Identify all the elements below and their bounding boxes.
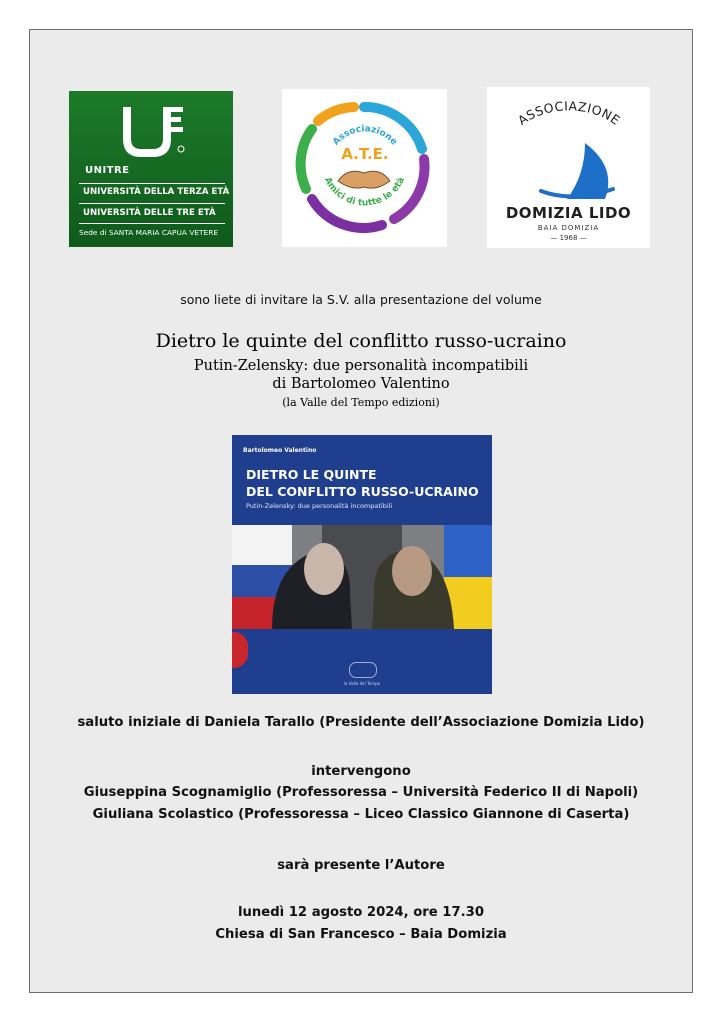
unitre-emblem-icon: [117, 103, 187, 165]
unitre-line-2: UNIVERSITÀ DELLE TRE ETÀ: [83, 208, 216, 218]
speaker-1: Giuseppina Scognamiglio (Professoressa – Università Federico II di Napoli): [83, 785, 639, 800]
invite-text: sono liete di invitare la S.V. alla presentazione del volume: [180, 292, 542, 307]
cover-title-line-1: DIETRO LE QUINTE: [246, 467, 377, 482]
sailboat-icon: [487, 87, 650, 207]
book-author: di Bartolomeo Valentino: [272, 376, 450, 392]
publisher-logo-icon: [349, 662, 377, 678]
cover-photo-image: [232, 525, 492, 629]
speaker-2: Giuliana Scolastico (Professoressa – Liceo Classico Giannone di Caserta): [92, 807, 630, 822]
domizia-location: BAIA DOMIZIA: [537, 224, 600, 232]
ate-logo: [282, 89, 447, 247]
event-date-time: lunedì 12 agosto 2024, ore 17.30: [237, 905, 485, 920]
unitre-name: UNITRE: [85, 165, 130, 176]
svg-text:A.T.E.: A.T.E.: [341, 145, 389, 163]
divider: [79, 223, 225, 224]
cover-author: Bartolomeo Valentino: [243, 447, 317, 454]
domizia-lido-logo: [487, 87, 650, 248]
ate-emblem-icon: [282, 89, 447, 247]
book-cover-image: [232, 435, 492, 694]
unitre-line-3: Sede di SANTA MARIA CAPUA VETERE: [79, 228, 219, 237]
divider: [79, 183, 225, 184]
cover-title-line-2: DEL CONFLITTO RUSSO-UCRAINO: [246, 484, 479, 499]
cover-ribbon: [232, 632, 248, 668]
book-title: Dietro le quinte del conflitto russo-ucraino: [155, 330, 567, 352]
event-venue: Chiesa di San Francesco – Baia Domizia: [215, 927, 507, 942]
unitre-logo: [69, 91, 233, 247]
domizia-year: — 1968 —: [550, 234, 587, 242]
unitre-line-1: UNIVERSITÀ DELLA TERZA ETÀ: [83, 187, 230, 197]
svg-text:ASSOCIAZIONE: ASSOCIAZIONE: [514, 98, 624, 128]
book-subtitle: Putin-Zelensky: due personalità incompatibili: [193, 358, 529, 374]
cover-subtitle: Putin-Zelensky: due personalità incompatibili: [246, 502, 393, 510]
svg-text:Amici di tutte le età: Amici di tutte le età: [321, 175, 408, 209]
invitation-page: [29, 29, 693, 993]
book-publisher: (la Valle del Tempo edizioni): [282, 396, 440, 409]
divider: [79, 203, 225, 204]
svg-text:Associazione: Associazione: [331, 124, 399, 148]
cover-publisher: la Valle del Tempo: [343, 681, 381, 686]
author-presence: sarà presente l’Autore: [277, 858, 445, 873]
speakers-heading: intervengono: [311, 764, 411, 779]
domizia-name: DOMIZIA LIDO: [505, 204, 632, 222]
greeting-line: saluto iniziale di Daniela Tarallo (Presidente dell’Associazione Domizia Lido): [77, 715, 645, 730]
